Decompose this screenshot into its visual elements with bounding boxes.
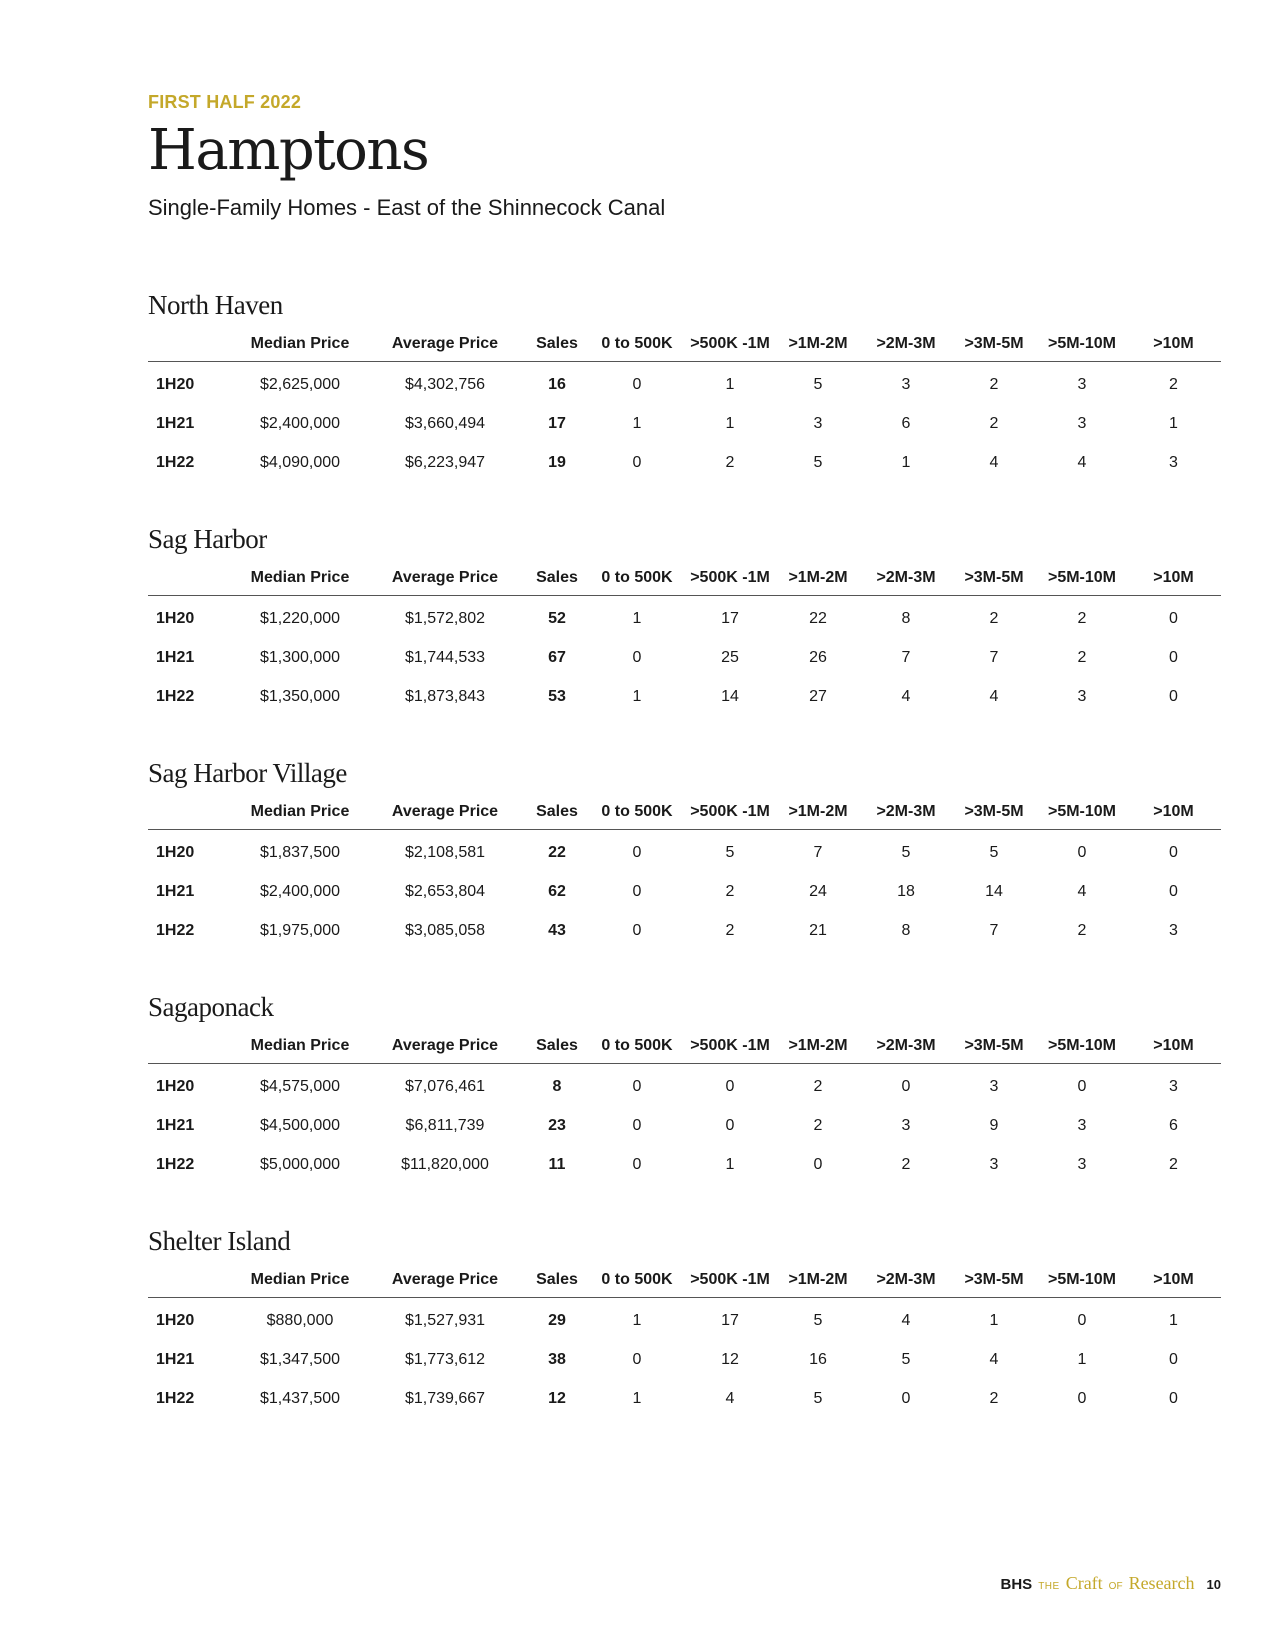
table-cell: 3 [1169, 453, 1178, 471]
section-sag-harbor [148, 524, 1221, 716]
table-row [148, 1106, 1221, 1145]
column-header: >5M-10M [1038, 335, 1126, 362]
table-cell: $5,000,000 [259, 1155, 341, 1173]
table-cell: 3 [1169, 1077, 1178, 1095]
table-cell: 0 [632, 882, 642, 900]
column-header: >3M-5M [950, 569, 1038, 596]
column-header: >5M-10M [1038, 1037, 1126, 1064]
header-row [148, 1037, 1221, 1064]
table-row [148, 872, 1221, 911]
period-cell: 1H22 [156, 453, 195, 471]
table-cell: $6,811,739 [405, 1116, 485, 1134]
column-header: >5M-10M [1038, 803, 1126, 830]
table-cell: 0 [632, 1077, 642, 1095]
table-cell: 2 [989, 414, 999, 432]
table-cell: 0 [1169, 687, 1178, 705]
section-title: Sagaponack [148, 992, 274, 1022]
table-cell: $4,500,000 [259, 1116, 341, 1134]
column-header: >2M-3M [862, 569, 950, 596]
column-header: Median Price [236, 803, 364, 830]
table-cell: 0 [1077, 1077, 1087, 1095]
period-cell: 1H20 [156, 1311, 195, 1329]
column-header: >500K -1M [686, 569, 774, 596]
table-cell: 4 [989, 687, 999, 705]
column-header: Average Price [364, 569, 526, 596]
brand-craft: Craft [1065, 1573, 1103, 1593]
table-row [148, 1145, 1221, 1184]
table-cell: 27 [809, 687, 827, 705]
sales-table [148, 803, 1221, 950]
table-cell: $11,820,000 [401, 1155, 489, 1173]
column-header: >500K -1M [686, 1271, 774, 1298]
table-cell: $1,975,000 [259, 921, 341, 939]
period-cell: 1H20 [156, 609, 195, 627]
table-cell: 6 [901, 414, 911, 432]
table-cell: 14 [721, 687, 739, 705]
table-cell: 0 [632, 843, 642, 861]
table-cell: 1 [632, 1311, 642, 1329]
column-header: Average Price [364, 335, 526, 362]
column-header: >3M-5M [950, 1037, 1038, 1064]
table-cell: $2,400,000 [259, 414, 341, 432]
header-row [148, 569, 1221, 596]
column-header: >10M [1126, 1271, 1221, 1298]
table-cell: 0 [725, 1077, 735, 1095]
brand-logo: BHS [1000, 1576, 1033, 1593]
header-row [148, 1271, 1221, 1298]
table-cell: 21 [809, 921, 827, 939]
table-cell: $7,076,461 [404, 1077, 486, 1095]
table-cell: 8 [901, 609, 911, 627]
table-cell: 17 [721, 609, 739, 627]
table-cell: 2 [1077, 648, 1087, 666]
column-header: >3M-5M [950, 335, 1038, 362]
table-cell: 4 [1077, 882, 1087, 900]
table-cell: 1 [1169, 414, 1178, 432]
table-cell: 2 [901, 1155, 911, 1173]
section-sag-harbor-village [148, 758, 1221, 950]
column-header: 0 to 500K [588, 569, 686, 596]
table-cell: 6 [1169, 1116, 1178, 1134]
column-header: 0 to 500K [588, 335, 686, 362]
table-cell: 0 [632, 1116, 642, 1134]
table-cell: 5 [989, 843, 999, 861]
period-cell: 1H21 [156, 882, 195, 900]
table-cell: 19 [548, 453, 566, 471]
section-title: North Haven [148, 290, 283, 320]
table-cell: 38 [548, 1350, 566, 1368]
table-cell: 2 [1077, 609, 1087, 627]
table-cell: 0 [1169, 1389, 1178, 1407]
table-cell: 1 [632, 414, 642, 432]
table-cell: 52 [548, 609, 566, 627]
table-row [148, 596, 1221, 639]
table-cell: 11 [548, 1155, 566, 1173]
table-row [148, 1064, 1221, 1107]
table-cell: 9 [989, 1116, 999, 1134]
column-header: 0 to 500K [588, 1271, 686, 1298]
column-header: Median Price [236, 335, 364, 362]
column-header: Median Price [236, 1037, 364, 1064]
column-header: >2M-3M [862, 1271, 950, 1298]
table-cell: 5 [725, 843, 735, 861]
column-header [148, 569, 236, 596]
table-cell: $1,347,500 [259, 1350, 341, 1368]
column-header: >10M [1126, 335, 1221, 362]
table-cell: 2 [989, 375, 999, 393]
table-cell: 0 [901, 1389, 911, 1407]
table-cell: 3 [1169, 921, 1178, 939]
column-header: >10M [1126, 803, 1221, 830]
table-cell: 26 [809, 648, 827, 666]
table-row [148, 443, 1221, 482]
table-cell: $4,090,000 [259, 453, 341, 471]
table-cell: 8 [901, 921, 911, 939]
column-header: Sales [526, 1037, 588, 1064]
sales-table [148, 569, 1221, 716]
eyebrow-label: FIRST HALF 2022 [148, 92, 302, 112]
table-cell: 1 [1077, 1350, 1087, 1368]
table-cell: 17 [548, 414, 566, 432]
column-header: >2M-3M [862, 335, 950, 362]
table-cell: 0 [1169, 609, 1178, 627]
table-cell: $1,350,000 [259, 687, 341, 705]
table-cell: 0 [1169, 1350, 1178, 1368]
column-header: Sales [526, 335, 588, 362]
table-cell: $1,744,533 [404, 648, 486, 666]
column-header: >10M [1126, 569, 1221, 596]
page-header [148, 92, 1221, 221]
table-cell: 7 [813, 843, 823, 861]
table-cell: 17 [721, 1311, 739, 1329]
period-cell: 1H22 [156, 687, 195, 705]
table-cell: 4 [901, 1311, 911, 1329]
table-cell: 0 [1077, 1311, 1087, 1329]
table-cell: 0 [813, 1155, 823, 1173]
column-header: 0 to 500K [588, 803, 686, 830]
section-title: Sag Harbor [148, 524, 267, 554]
table-cell: 0 [632, 375, 642, 393]
table-cell: 0 [1169, 648, 1178, 666]
table-cell: 5 [813, 1311, 823, 1329]
table-cell: 2 [725, 453, 735, 471]
column-header: >1M-2M [774, 569, 862, 596]
period-cell: 1H20 [156, 1077, 195, 1095]
table-cell: 5 [901, 843, 911, 861]
table-cell: 62 [548, 882, 566, 900]
column-header: >1M-2M [774, 335, 862, 362]
column-header: Median Price [236, 569, 364, 596]
table-cell: 7 [901, 648, 911, 666]
table-cell: 5 [813, 1389, 823, 1407]
column-header: Sales [526, 803, 588, 830]
table-cell: 2 [989, 609, 999, 627]
period-cell: 1H21 [156, 414, 195, 432]
table-cell: 1 [632, 609, 642, 627]
table-cell: 14 [985, 882, 1003, 900]
table-cell: 3 [901, 1116, 911, 1134]
table-cell: 29 [548, 1311, 566, 1329]
table-cell: 0 [1169, 882, 1178, 900]
sales-table [148, 1037, 1221, 1184]
column-header [148, 803, 236, 830]
table-cell: 22 [809, 609, 827, 627]
table-cell: $1,220,000 [259, 609, 341, 627]
column-header: >1M-2M [774, 1037, 862, 1064]
section-sagaponack [148, 992, 1221, 1184]
table-cell: 1 [632, 687, 642, 705]
period-cell: 1H22 [156, 1155, 195, 1173]
column-header: >3M-5M [950, 803, 1038, 830]
table-cell: 0 [632, 1350, 642, 1368]
table-cell: 8 [552, 1077, 562, 1095]
brand-research: Research [1128, 1573, 1195, 1593]
table-cell: $1,437,500 [259, 1389, 341, 1407]
column-header: >1M-2M [774, 1271, 862, 1298]
table-cell: 16 [548, 375, 566, 393]
table-cell: $2,653,804 [404, 882, 486, 900]
table-cell: 0 [1169, 843, 1178, 861]
table-row [148, 1298, 1221, 1341]
column-header: >2M-3M [862, 1037, 950, 1064]
table-cell: 1 [725, 414, 735, 432]
column-header: Sales [526, 569, 588, 596]
header-row [148, 803, 1221, 830]
brand-the: THE [1038, 1581, 1060, 1592]
table-cell: 5 [901, 1350, 911, 1368]
table-row [148, 830, 1221, 873]
table-cell: 4 [989, 453, 999, 471]
table-cell: 2 [989, 1389, 999, 1407]
table-cell: 1 [725, 1155, 735, 1173]
table-cell: 0 [901, 1077, 911, 1095]
table-row [148, 404, 1221, 443]
table-cell: 2 [1077, 921, 1087, 939]
table-cell: 1 [1169, 1311, 1178, 1329]
table-cell: $1,773,612 [404, 1350, 486, 1368]
table-cell: 3 [989, 1155, 999, 1173]
table-cell: 0 [1077, 1389, 1087, 1407]
column-header [148, 1037, 236, 1064]
sales-table [148, 1271, 1221, 1418]
table-row [148, 1340, 1221, 1379]
section-title: Sag Harbor Village [148, 758, 347, 788]
table-cell: 25 [721, 648, 739, 666]
column-header: >2M-3M [862, 803, 950, 830]
column-header: >5M-10M [1038, 569, 1126, 596]
table-row [148, 638, 1221, 677]
table-cell: $6,223,947 [404, 453, 486, 471]
table-cell: 2 [813, 1077, 823, 1095]
table-cell: $1,572,802 [404, 609, 486, 627]
table-row [148, 362, 1221, 405]
table-cell: 53 [548, 687, 566, 705]
table-cell: $1,300,000 [259, 648, 341, 666]
table-cell: $2,625,000 [259, 375, 341, 393]
table-cell: 3 [1077, 687, 1087, 705]
period-cell: 1H21 [156, 648, 195, 666]
table-cell: 3 [901, 375, 911, 393]
table-cell: 2 [1169, 1155, 1178, 1173]
column-header: >1M-2M [774, 803, 862, 830]
table-cell: 0 [632, 921, 642, 939]
table-cell: $2,108,581 [404, 843, 486, 861]
table-cell: 16 [809, 1350, 827, 1368]
table-cell: $3,660,494 [404, 414, 486, 432]
period-cell: 1H20 [156, 843, 195, 861]
table-cell: 18 [897, 882, 915, 900]
table-cell: 12 [721, 1350, 739, 1368]
table-cell: 2 [1169, 375, 1178, 393]
table-cell: 2 [813, 1116, 823, 1134]
table-cell: $1,739,667 [404, 1389, 486, 1407]
table-cell: 0 [632, 648, 642, 666]
column-header: 0 to 500K [588, 1037, 686, 1064]
column-header: Sales [526, 1271, 588, 1298]
page-number: 10 [1206, 1577, 1221, 1592]
column-header: >10M [1126, 1037, 1221, 1064]
table-cell: 5 [813, 453, 823, 471]
table-cell: 4 [1077, 453, 1087, 471]
column-header: >500K -1M [686, 1037, 774, 1064]
table-cell: 2 [725, 882, 735, 900]
column-header: >3M-5M [950, 1271, 1038, 1298]
footer [1001, 1573, 1221, 1594]
table-cell: $880,000 [266, 1311, 334, 1329]
table-cell: 67 [548, 648, 566, 666]
table-cell: 3 [1077, 1116, 1087, 1134]
table-cell: 24 [809, 882, 827, 900]
table-row [148, 1379, 1221, 1418]
table-cell: 3 [1077, 414, 1087, 432]
table-cell: 1 [901, 453, 911, 471]
table-cell: 1 [632, 1389, 642, 1407]
period-cell: 1H22 [156, 1389, 195, 1407]
table-cell: $4,575,000 [259, 1077, 341, 1095]
table-cell: 0 [725, 1116, 735, 1134]
column-header: >5M-10M [1038, 1271, 1126, 1298]
table-cell: 1 [989, 1311, 999, 1329]
table-cell: $1,837,500 [259, 843, 341, 861]
header-row [148, 335, 1221, 362]
period-cell: 1H21 [156, 1116, 195, 1134]
column-header: Average Price [364, 1271, 526, 1298]
table-cell: 0 [1077, 843, 1087, 861]
table-cell: 22 [548, 843, 566, 861]
table-cell: 1 [725, 375, 735, 393]
table-cell: 3 [1077, 375, 1087, 393]
column-header [148, 335, 236, 362]
sales-table [148, 335, 1221, 482]
column-header: >500K -1M [686, 803, 774, 830]
column-header: Median Price [236, 1271, 364, 1298]
table-cell: 2 [725, 921, 735, 939]
table-cell: 4 [725, 1389, 735, 1407]
table-cell: 3 [1077, 1155, 1087, 1173]
market-sections [148, 290, 1221, 1460]
column-header: >500K -1M [686, 335, 774, 362]
table-cell: $1,873,843 [404, 687, 486, 705]
table-cell: 3 [813, 414, 823, 432]
table-cell: $1,527,931 [404, 1311, 486, 1329]
table-cell: 3 [989, 1077, 999, 1095]
table-cell: 0 [632, 1155, 642, 1173]
column-header: Average Price [364, 803, 526, 830]
section-shelter-island [148, 1226, 1221, 1418]
table-cell: 4 [989, 1350, 999, 1368]
table-cell: $3,085,058 [404, 921, 486, 939]
section-title: Shelter Island [148, 1226, 291, 1256]
table-cell: 5 [813, 375, 823, 393]
table-cell: 0 [632, 453, 642, 471]
page-title: Hamptons [148, 118, 429, 183]
column-header: Average Price [364, 1037, 526, 1064]
table-cell: $2,400,000 [259, 882, 341, 900]
page-subtitle: Single-Family Homes - East of the Shinnecock Canal [148, 195, 666, 221]
table-cell: 43 [548, 921, 566, 939]
table-cell: $4,302,756 [404, 375, 486, 393]
table-cell: 23 [548, 1116, 566, 1134]
table-cell: 12 [548, 1389, 566, 1407]
period-cell: 1H22 [156, 921, 195, 939]
table-cell: 4 [901, 687, 911, 705]
period-cell: 1H20 [156, 375, 195, 393]
column-header [148, 1271, 236, 1298]
table-cell: 7 [989, 921, 999, 939]
section-north-haven [148, 290, 1221, 482]
brand-of: OF [1108, 1581, 1123, 1592]
table-cell: 7 [989, 648, 999, 666]
period-cell: 1H21 [156, 1350, 195, 1368]
table-row [148, 677, 1221, 716]
table-row [148, 911, 1221, 950]
